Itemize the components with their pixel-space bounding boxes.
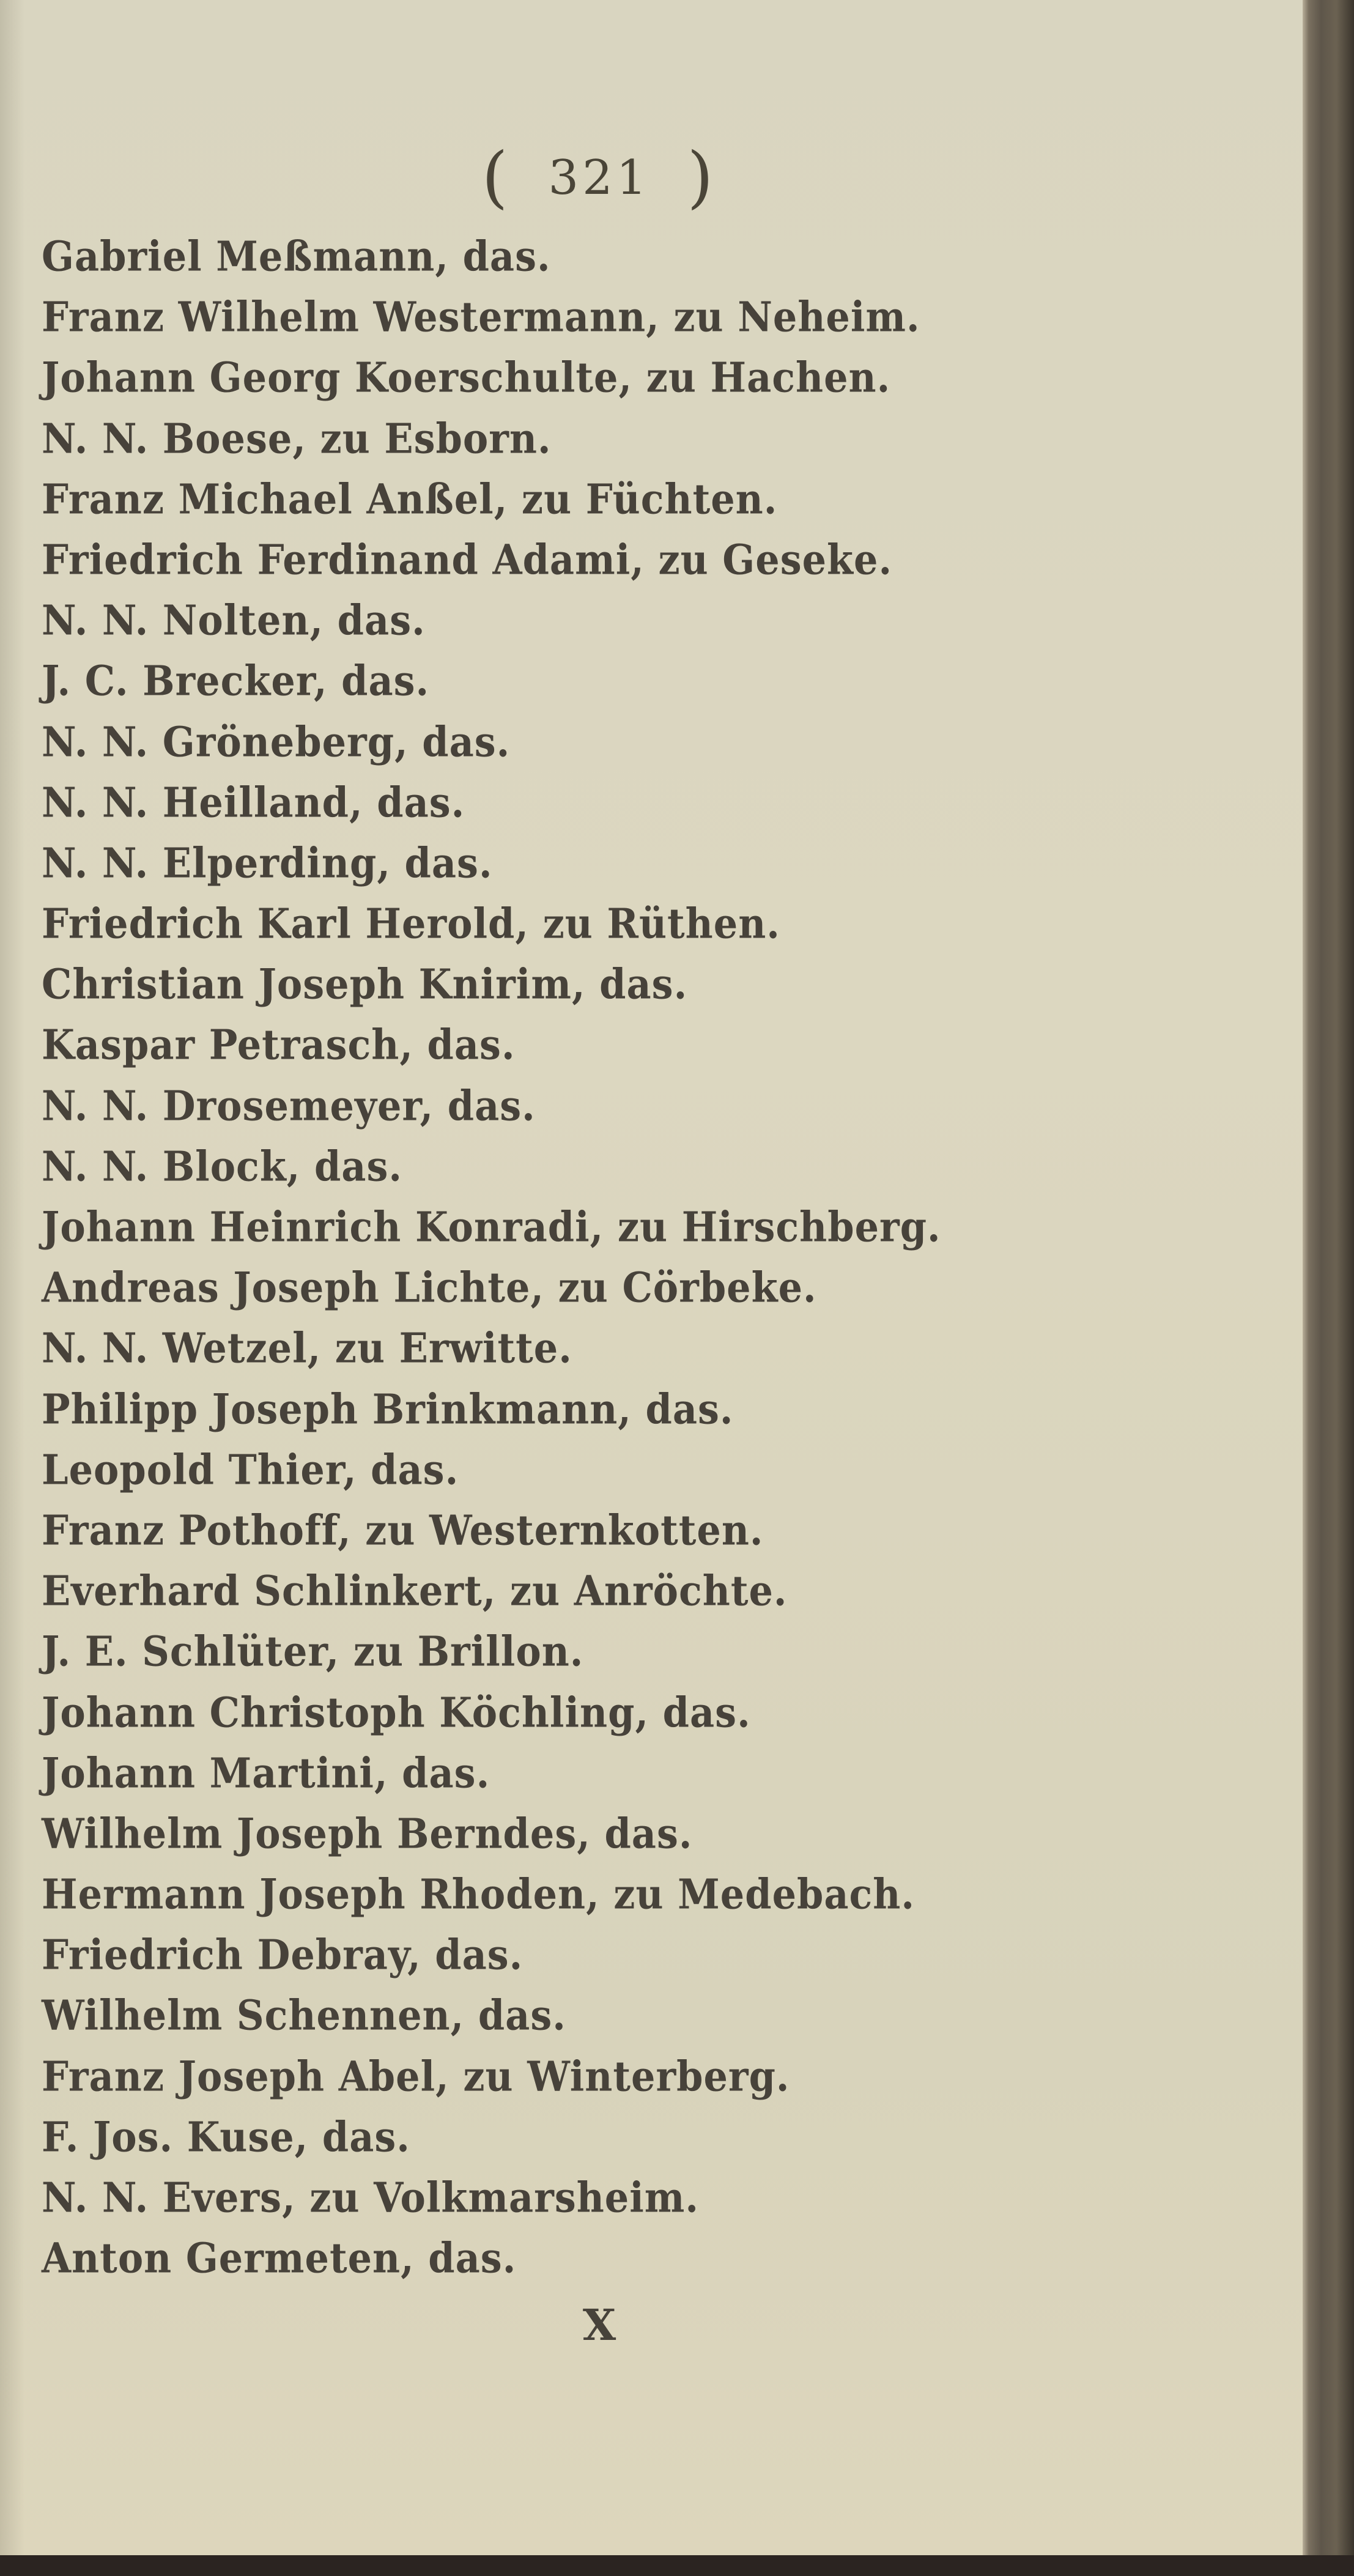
entry-name: N. N. Heilland	[42, 778, 350, 827]
entry-place: zu Rüthen.	[542, 900, 780, 948]
entry-name: Johann Christoph Köchling	[42, 1688, 635, 1737]
list-item	[42, 224, 1204, 289]
list-item	[42, 831, 1204, 896]
list-item	[42, 1134, 1204, 1199]
list-item	[42, 1741, 1204, 1806]
entry-separator: ,	[586, 1870, 614, 1919]
entry-place: zu Geseke.	[658, 536, 893, 584]
list-item	[42, 1012, 1204, 1078]
entry-name: Wilhelm Schennen	[42, 1991, 451, 2040]
entry-place: zu Westernkotten.	[365, 1506, 764, 1555]
entry-place: zu Erwitte.	[335, 1324, 572, 1373]
list-item	[42, 1983, 1204, 2048]
list-item	[42, 1498, 1204, 1563]
entry-separator: ,	[377, 838, 405, 887]
entry-name: Franz Wilhelm Westermann	[42, 293, 646, 342]
entry-place: zu Cörbeke.	[558, 1264, 817, 1312]
list-item	[42, 2165, 1204, 2230]
entry-separator: ,	[571, 960, 600, 1009]
entry-name: Franz Michael Anßel	[42, 475, 494, 524]
entry-separator: ,	[349, 778, 377, 827]
entry-name: Christian Joseph Knirim	[42, 960, 572, 1009]
entry-name: N. N. Nolten	[42, 596, 310, 645]
entry-place: zu Winterberg.	[463, 2052, 790, 2101]
entry-name: Wilhelm Joseph Berndes	[42, 1809, 577, 1858]
list-item	[42, 1255, 1204, 1320]
entry-name: Philipp Joseph Brinkmann	[42, 1385, 618, 1434]
scan-border	[0, 2555, 1354, 2576]
entry-separator: ,	[618, 353, 646, 402]
entry-separator: ,	[494, 475, 522, 524]
list-item	[42, 952, 1204, 1017]
entry-place: das.	[462, 232, 551, 281]
entry-place: zu Esborn.	[320, 414, 552, 463]
entry-place: zu Volkmarsheim.	[309, 2174, 699, 2222]
list-item	[42, 284, 1204, 350]
entry-name: N. N. Block	[42, 1142, 287, 1191]
entry-place: das.	[645, 1385, 734, 1434]
list-item	[42, 1801, 1204, 1867]
list-item	[42, 2226, 1204, 2291]
list-item	[42, 1316, 1204, 1381]
entry-name: Everhard Schlinkert	[42, 1567, 483, 1616]
entry-separator: ,	[435, 232, 463, 281]
name-list	[42, 226, 1204, 2289]
entry-name: Friedrich Karl Herold	[42, 900, 516, 948]
entry-name: F. Jos. Kuse	[42, 2112, 295, 2161]
entry-separator: ,	[309, 596, 338, 645]
entry-separator: ,	[435, 2052, 464, 2101]
entry-place: das.	[599, 960, 688, 1009]
entry-separator: ,	[374, 1749, 402, 1797]
entry-separator: ,	[338, 1506, 366, 1555]
entry-place: das.	[604, 1809, 693, 1858]
list-item	[42, 527, 1204, 593]
list-item	[42, 2104, 1204, 2170]
entry-separator: ,	[292, 414, 320, 463]
entry-name: N. N. Boese	[42, 414, 293, 463]
entry-place: das.	[371, 1445, 459, 1494]
entry-separator: ,	[407, 1931, 435, 1980]
list-item	[42, 588, 1204, 653]
entry-place: das.	[447, 1081, 536, 1130]
entry-place: zu Neheim.	[673, 293, 920, 342]
entry-separator: ,	[530, 1264, 558, 1312]
entry-name: Friedrich Ferdinand Adami	[42, 536, 631, 584]
entry-place: das.	[662, 1688, 751, 1737]
entry-place: zu Hirschberg.	[617, 1203, 941, 1251]
entry-place: das.	[314, 1142, 402, 1191]
entry-name: N. N. Drosemeyer	[42, 1081, 420, 1130]
list-item	[42, 467, 1204, 532]
entry-separator: ,	[307, 1324, 335, 1373]
paren-close: )	[687, 138, 717, 216]
entry-name: Kaspar Petrasch	[42, 1021, 400, 1070]
entry-name: N. N. Elperding	[42, 838, 377, 887]
page-header	[0, 138, 1199, 216]
entry-place: das.	[427, 1021, 516, 1070]
entry-name: N. N. Evers	[42, 2174, 283, 2222]
entry-name: Hermann Joseph Rhoden	[42, 1870, 586, 1919]
entry-name: Johann Heinrich Konradi	[42, 1203, 590, 1251]
list-item	[42, 770, 1204, 835]
list-item	[42, 1377, 1204, 1442]
entry-place: das.	[402, 1749, 490, 1797]
entry-place: das.	[377, 778, 465, 827]
list-item	[42, 1194, 1204, 1260]
list-item	[42, 1680, 1204, 1745]
list-item	[42, 345, 1204, 410]
entry-separator: ,	[577, 1809, 605, 1858]
entry-separator: ,	[342, 1445, 371, 1494]
list-item	[42, 891, 1204, 957]
list-item	[42, 1862, 1204, 1927]
list-item	[42, 1437, 1204, 1503]
entry-place: das.	[478, 1991, 566, 2040]
entry-separator: ,	[401, 2234, 429, 2283]
entry-place: zu Brillon.	[353, 1627, 584, 1676]
entry-separator: ,	[631, 536, 659, 584]
entry-place: zu Anröchte.	[509, 1567, 788, 1616]
list-item	[42, 709, 1204, 775]
entry-name: Franz Joseph Abel	[42, 2052, 436, 2101]
signature-mark: X	[582, 2300, 616, 2350]
paren-open: (	[481, 138, 512, 216]
list-item	[42, 2044, 1204, 2109]
entry-place: das.	[341, 657, 430, 706]
entry-separator: ,	[282, 2174, 310, 2222]
entry-name: J. C. Brecker	[42, 657, 314, 706]
entry-place: das.	[435, 1931, 523, 1980]
entry-separator: ,	[399, 1021, 427, 1070]
entry-place: das.	[422, 717, 511, 766]
entry-name: Anton Germeten	[42, 2234, 401, 2283]
entry-name: Johann Martini	[42, 1749, 374, 1797]
list-item	[42, 1558, 1204, 1624]
list-item	[42, 1619, 1204, 1684]
page-number: 321	[548, 150, 651, 205]
entry-separator: ,	[482, 1567, 510, 1616]
entry-name: Leopold Thier	[42, 1445, 343, 1494]
list-item	[42, 1922, 1204, 1988]
list-item	[42, 1073, 1204, 1139]
entry-separator: ,	[286, 1142, 314, 1191]
entry-name: N. N. Gröneberg	[42, 717, 395, 766]
entry-separator: ,	[590, 1203, 618, 1251]
entry-name: Johann Georg Koerschulte	[42, 353, 619, 402]
entry-name: Friedrich Debray	[42, 1931, 408, 1980]
entry-name: N. N. Wetzel	[42, 1324, 308, 1373]
entry-name: Gabriel Meßmann	[42, 232, 435, 281]
book-edge	[1303, 0, 1354, 2576]
entry-separator: ,	[515, 900, 543, 948]
entry-separator: ,	[420, 1081, 448, 1130]
entry-separator: ,	[394, 717, 423, 766]
entry-separator: ,	[294, 2112, 322, 2161]
list-item	[42, 648, 1204, 714]
entry-separator: ,	[635, 1688, 663, 1737]
entry-place: zu Medebach.	[613, 1870, 915, 1919]
entry-name: Andreas Joseph Lichte	[42, 1264, 531, 1312]
entry-place: das.	[322, 2112, 410, 2161]
entry-place: zu Füchten.	[521, 475, 778, 524]
list-item	[42, 406, 1204, 472]
entry-separator: ,	[646, 293, 674, 342]
entry-place: das.	[428, 2234, 517, 2283]
entry-place: das.	[404, 838, 493, 887]
entry-place: das.	[337, 596, 426, 645]
entry-name: Franz Pothoff	[42, 1506, 338, 1555]
entry-separator: ,	[313, 657, 342, 706]
entry-separator: ,	[450, 1991, 478, 2040]
entry-separator: ,	[618, 1385, 646, 1434]
entry-place: zu Hachen.	[646, 353, 891, 402]
entry-name: J. E. Schlüter	[42, 1627, 326, 1676]
entry-separator: ,	[325, 1627, 353, 1676]
